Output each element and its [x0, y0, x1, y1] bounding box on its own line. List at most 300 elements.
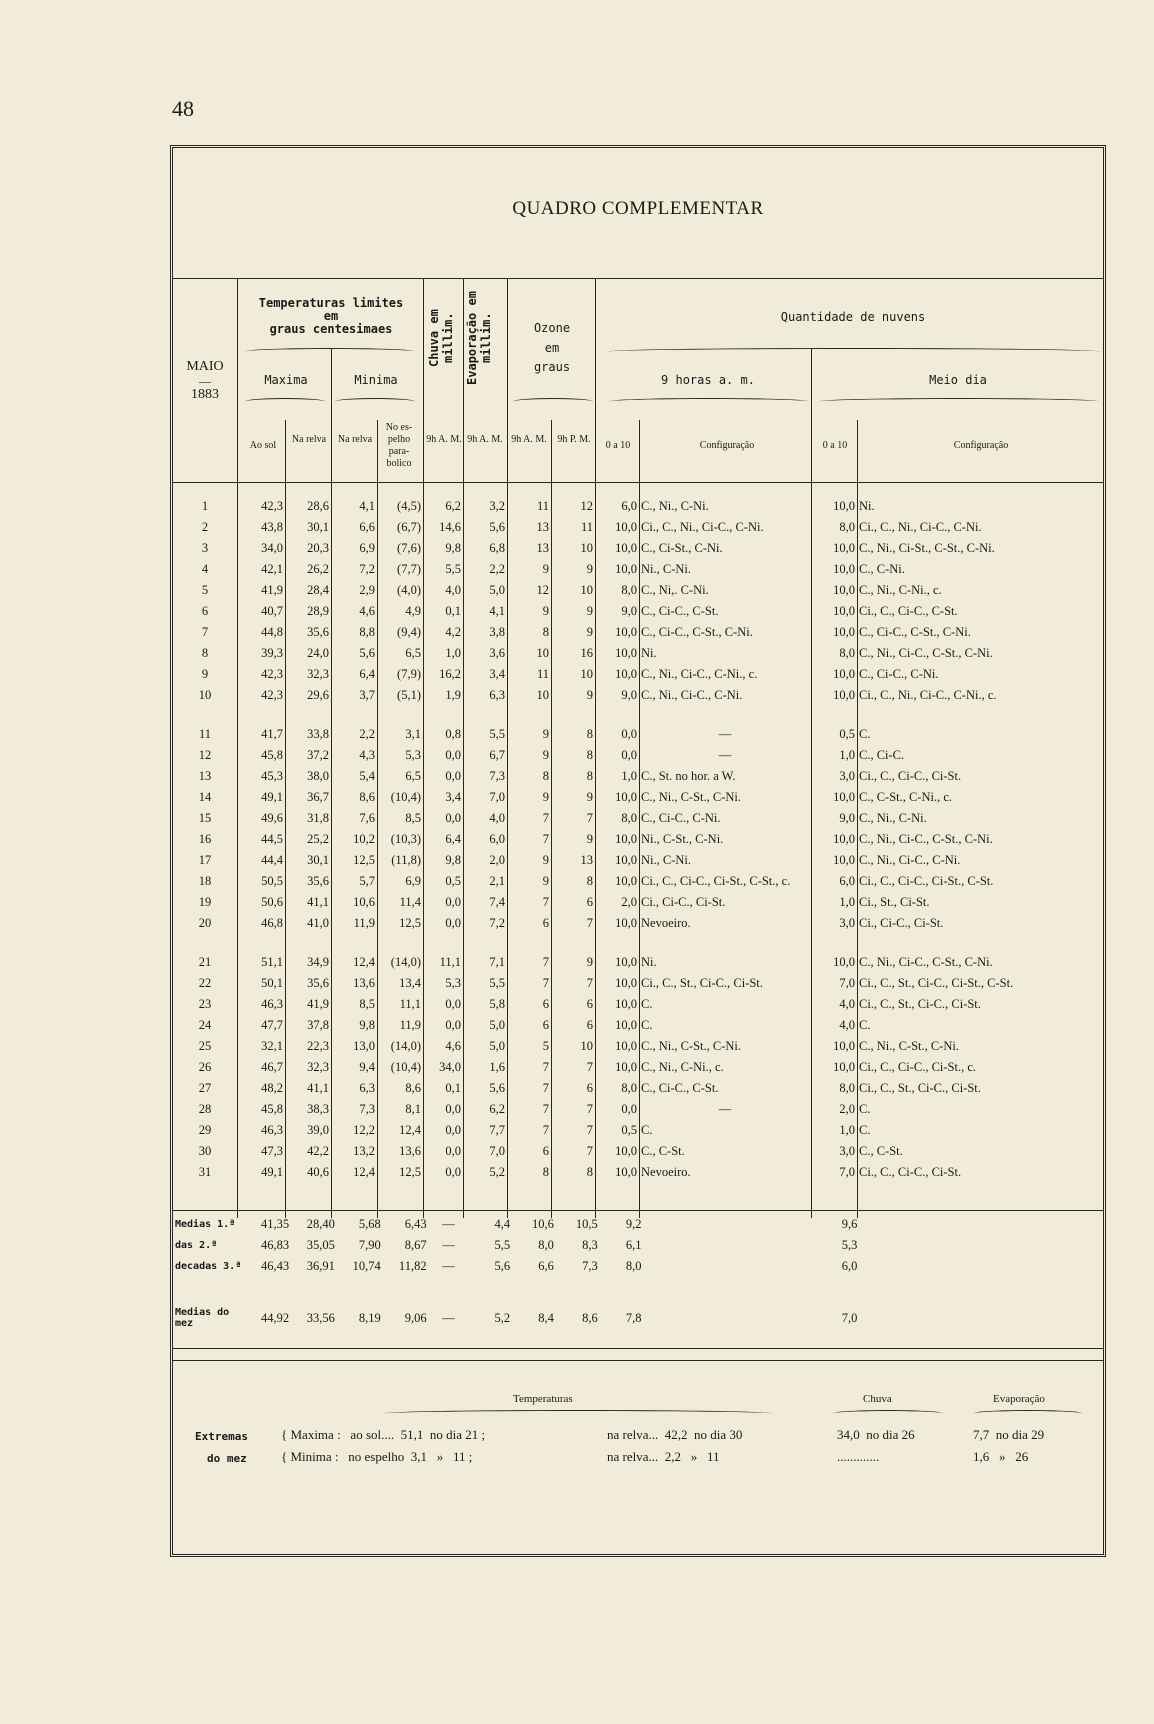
table-cell: 12 [580, 499, 593, 513]
table-cell: 21 [198, 955, 212, 969]
table-cell: 6,8 [489, 541, 505, 555]
table-cell: C., C-St. [641, 1144, 685, 1158]
table-cell: 9,8 [359, 1018, 375, 1032]
table-cell: 10,0 [833, 541, 855, 555]
table-cell: 4,3 [359, 748, 375, 762]
table-cell: 0,0 [445, 997, 461, 1011]
table-cell: — [442, 1259, 455, 1273]
table-cell: 10,0 [833, 604, 855, 618]
medias-mez-label: Medias do mez [175, 1307, 230, 1329]
table-row [173, 517, 1103, 538]
table-cell: 50,1 [261, 976, 283, 990]
table-cell: 7,6 [359, 811, 375, 825]
table-cell: 9 [542, 727, 549, 741]
table-cell: C., Ci-C. [859, 748, 905, 762]
table-cell: 9,0 [839, 811, 855, 825]
table-row [173, 724, 1103, 745]
table-cell: 6,2 [445, 499, 461, 513]
table-cell: 8,0 [839, 520, 855, 534]
table-cell: 44,5 [261, 832, 283, 846]
table-cell: 10,0 [615, 1165, 637, 1179]
table-cell: 45,3 [261, 769, 283, 783]
table-cell: 7,3 [582, 1259, 598, 1273]
table-cell: 9 [542, 748, 549, 762]
blank-cell [643, 1214, 813, 1235]
table-cell: 0,1 [445, 604, 461, 618]
table-cell: 7,2 [489, 916, 505, 930]
table-cell: 8 [586, 727, 593, 741]
table-cell: C., Ni., C-St., C-Ni. [859, 1039, 960, 1053]
sub-9h-evap: 9h A. M. [467, 434, 503, 445]
table-cell: C., Ni., C-Ni. [859, 811, 927, 825]
table-cell: 9,0 [621, 604, 637, 618]
table-cell: 6,3 [489, 688, 505, 702]
table-cell: 10,0 [833, 667, 855, 681]
table-cell: 9 [586, 790, 593, 804]
table-row [173, 850, 1103, 871]
table-cell: 0,0 [445, 769, 461, 783]
table-cell: 4,1 [359, 499, 375, 513]
table-cell: 4 [201, 562, 209, 576]
table-cell: 5,5 [489, 727, 505, 741]
table-cell: 25,2 [307, 832, 329, 846]
table-cell: 9 [586, 832, 593, 846]
table-cell: 10,74 [352, 1259, 381, 1273]
table-cell: Ci., C., Ni., Ci-C., C-Ni. [641, 520, 764, 534]
medias-mez-row [173, 1307, 1103, 1329]
table-cell: 10,0 [615, 997, 637, 1011]
table-cell: 8,0 [625, 1259, 642, 1273]
table-cell: 30 [198, 1144, 212, 1158]
medias-decada-row [173, 1235, 1103, 1256]
table-cell: 4,6 [359, 604, 375, 618]
medias-bottom-rule [173, 1348, 1103, 1349]
table-cell: 14 [198, 790, 212, 804]
table-cell: 49,6 [261, 811, 283, 825]
table-cell: 8,0 [621, 1081, 637, 1095]
temp-brace [245, 348, 415, 355]
table-cell: 31 [198, 1165, 212, 1179]
table-cell: 44,8 [261, 625, 283, 639]
table-cell: 2,0 [621, 895, 637, 909]
blank-cell [643, 1235, 813, 1256]
table-cell: 45,8 [261, 748, 283, 762]
table-row [173, 1162, 1103, 1183]
table-cell: 6,7 [489, 748, 505, 762]
table-cell: 10 [580, 667, 593, 681]
table-cell: C., Ni., Ci-C., C-Ni. [641, 688, 743, 702]
table-cell: 5,5 [445, 562, 461, 576]
table-cell: 7,90 [358, 1238, 381, 1252]
table-cell: 5 [201, 583, 209, 597]
table-cell: Ci., C., Ci-C., Ci-St., C-St. [859, 874, 994, 888]
page-title: QUADRO COMPLEMENTAR [512, 198, 764, 219]
footer-evaporacao: Evaporação [993, 1393, 1045, 1405]
table-cell: 12 [198, 748, 212, 762]
table-cell: 22,3 [307, 1039, 329, 1053]
table-row [173, 871, 1103, 892]
table-cell: 5,3 [841, 1238, 858, 1252]
table-cell: 1,0 [839, 895, 855, 909]
table-cell: 13,0 [353, 1039, 375, 1053]
table-cell: 10 [536, 688, 549, 702]
month-label: MAIO [186, 359, 224, 374]
table-cell: 30,1 [307, 520, 329, 534]
extremas-maxima: { Maxima : ao sol.... 51,1 no dia 21 ; [281, 1427, 486, 1442]
table-cell: 12,4 [399, 1123, 421, 1137]
table-cell: 41,1 [307, 1081, 329, 1095]
table-cell: 13 [536, 541, 549, 555]
table-cell: Ci., C., Ni., Ci-C., C-Ni. [859, 520, 982, 534]
table-cell: 1,6 [489, 1060, 505, 1074]
table-cell: Ci., C., Ci-C., Ci-St. [859, 769, 962, 783]
table-cell: — [718, 1102, 732, 1116]
table-cell: 35,6 [307, 874, 329, 888]
nove-horas-brace [609, 398, 809, 405]
table-cell: 11 [580, 520, 593, 534]
table-cell: 12,4 [353, 1165, 375, 1179]
medias-label-cell: decadas 3.ª [175, 1261, 242, 1272]
table-cell: 11 [536, 499, 549, 513]
table-cell: (14,0) [390, 955, 421, 969]
table-cell: 9,4 [359, 1060, 375, 1074]
chuva-brace [833, 1410, 943, 1417]
table-cell: Nevoeiro. [641, 1165, 691, 1179]
table-cell: 8 [542, 1165, 549, 1179]
table-cell: 32,3 [307, 667, 329, 681]
table-cell: 9 [586, 562, 593, 576]
table-cell: (6,7) [397, 520, 421, 534]
table-cell: 44,92 [260, 1310, 290, 1325]
table-cell: Ni. [859, 499, 875, 513]
table-cell: 6 [201, 604, 209, 618]
table-cell: 7 [586, 916, 593, 930]
table-cell: Ci., C., St., Ci-C., Ci-St., C-St. [859, 976, 1014, 990]
table-cell: Ci., C., St., Ci-C., Ci-St. [859, 997, 981, 1011]
table-cell: 6 [542, 916, 549, 930]
table-row [173, 580, 1103, 601]
table-cell: C., Ni., C-St., C-Ni. [641, 790, 742, 804]
table-cell: 1,9 [445, 688, 461, 702]
blank-cell [859, 1256, 1103, 1277]
table-cell: 10,0 [615, 667, 637, 681]
table-row [173, 1057, 1103, 1078]
table-cell: 46,83 [260, 1238, 290, 1252]
table-cell: 7,3 [359, 1102, 375, 1116]
medias-table [173, 1214, 1103, 1329]
nuvens-brace [609, 348, 1099, 355]
table-cell: 11,82 [398, 1259, 427, 1273]
table-cell: 9,0 [621, 688, 637, 702]
table-cell: 5,6 [489, 1081, 505, 1095]
table-cell: 5,6 [494, 1259, 511, 1273]
table-cell: 7,0 [489, 1144, 505, 1158]
table-cell: 26,2 [307, 562, 329, 576]
temperaturas-brace [383, 1410, 773, 1417]
table-cell: 13,6 [399, 1144, 421, 1158]
table-cell: 6 [586, 1018, 593, 1032]
table-cell: 2,0 [489, 853, 505, 867]
table-cell: 8,6 [405, 1081, 421, 1095]
blank-cell [859, 1307, 1103, 1329]
table-row [173, 1015, 1103, 1036]
table-cell: — [718, 727, 732, 741]
table-cell: — [442, 1217, 455, 1231]
table-cell: Ci., Ci-C., Ci-St. [641, 895, 726, 909]
table-row [173, 1120, 1103, 1141]
table-cell: 8,5 [405, 811, 421, 825]
table-cell: (14,0) [390, 1039, 421, 1053]
table-cell: 8 [542, 769, 549, 783]
table-cell: 10,0 [833, 832, 855, 846]
table-cell: C., Ni., Ci-C., C-Ni. [859, 853, 961, 867]
medias-decada-row [173, 1214, 1103, 1235]
table-cell: 35,6 [307, 976, 329, 990]
table-cell: 7,2 [359, 562, 375, 576]
extremas-minima-chuva: ............. [837, 1449, 880, 1464]
blank-cell [643, 1256, 813, 1277]
table-cell: 3,2 [489, 499, 505, 513]
table-cell: 50,5 [261, 874, 283, 888]
table-cell: 6,4 [359, 667, 375, 681]
minima-header: Minima [354, 373, 398, 387]
table-row [173, 643, 1103, 664]
table-cell: C. [859, 727, 871, 741]
table-cell: 9 [542, 790, 549, 804]
table-row [173, 538, 1103, 559]
table-cell: 28,6 [307, 499, 329, 513]
table-cell: 0,0 [445, 1144, 461, 1158]
table-row [173, 766, 1103, 787]
table-cell: 14,6 [439, 520, 461, 534]
table-cell: 3,1 [405, 727, 421, 741]
table-cell: 1,0 [621, 769, 637, 783]
table-cell: (7,6) [397, 541, 421, 555]
table-cell: 10,0 [615, 1039, 637, 1053]
table-cell: C., Ni., Ci-C., C-St., C-Ni. [859, 832, 993, 846]
table-row [173, 601, 1103, 622]
table-cell: 3,8 [489, 625, 505, 639]
table-cell: C., Ci-C., C-Ni. [859, 667, 939, 681]
table-cell: 6,9 [405, 874, 421, 888]
table-cell: 4,0 [489, 811, 505, 825]
table-cell: 10 [580, 1039, 593, 1053]
table-cell: 41,0 [307, 916, 329, 930]
table-cell: 9 [586, 604, 593, 618]
table-cell: 10 [580, 541, 593, 555]
month-dash: — [199, 374, 211, 388]
table-cell: 1 [201, 499, 209, 513]
table-cell: 8,67 [404, 1238, 427, 1252]
table-cell: (10,3) [390, 832, 421, 846]
table-cell: — [442, 1238, 455, 1252]
table-cell: 2,2 [489, 562, 505, 576]
daily-data-table [173, 496, 1103, 1183]
table-row [173, 496, 1103, 517]
table-cell: 7 [586, 976, 593, 990]
blank-cell [643, 1307, 813, 1329]
table-cell: 42,1 [261, 562, 283, 576]
table-frame [170, 145, 1106, 1557]
table-cell: 11,1 [439, 955, 461, 969]
table-cell: 9 [542, 562, 549, 576]
table-cell: 29 [198, 1123, 212, 1137]
extremas-label-1: Extremas [195, 1430, 248, 1443]
table-row [173, 1141, 1103, 1162]
table-cell: 9,06 [404, 1310, 427, 1325]
table-row [173, 1099, 1103, 1120]
table-cell: C., Ci-C., C-St. [641, 604, 719, 618]
table-cell: 13 [198, 769, 212, 783]
table-cell: 16 [580, 646, 593, 660]
table-cell: 3,0 [839, 916, 855, 930]
table-cell: C. [859, 1102, 871, 1116]
table-cell: 8,3 [582, 1238, 598, 1252]
table-cell: C. [641, 1018, 653, 1032]
temp-group-line3: graus centesimaes [269, 322, 393, 336]
table-cell: 28,9 [307, 604, 329, 618]
table-cell: 2,9 [359, 583, 375, 597]
table-cell: 8,6 [582, 1310, 598, 1325]
table-cell: 19 [198, 895, 212, 909]
table-cell: 10,0 [615, 790, 637, 804]
table-cell: 41,9 [261, 583, 283, 597]
table-cell: 5,5 [494, 1238, 511, 1252]
table-cell: 41,7 [261, 727, 283, 741]
table-cell: 16 [198, 832, 212, 846]
footer-temperaturas: Temperaturas [513, 1393, 573, 1405]
table-cell: 10,0 [833, 688, 855, 702]
table-row [173, 1036, 1103, 1057]
table-cell: 7 [542, 955, 549, 969]
table-cell: 40,6 [307, 1165, 329, 1179]
table-cell: 10,0 [615, 976, 637, 990]
table-cell: 7 [586, 1060, 593, 1074]
table-cell: Ci., C., Ci-C., Ci-St., c. [859, 1060, 977, 1074]
table-cell: 5,0 [489, 583, 505, 597]
table-cell: 20,3 [307, 541, 329, 555]
table-cell: 49,1 [261, 790, 283, 804]
table-cell: 8,8 [359, 625, 375, 639]
table-cell: 9 [542, 853, 549, 867]
table-row [173, 994, 1103, 1015]
table-cell: 42,3 [261, 499, 283, 513]
medias-top-rule [173, 1210, 1103, 1211]
table-cell: 5,5 [489, 976, 505, 990]
table-cell: 7 [542, 811, 549, 825]
table-cell: C. [641, 1123, 653, 1137]
table-cell: 12,4 [353, 955, 375, 969]
table-cell: 4,2 [445, 625, 461, 639]
table-cell: 1,0 [445, 646, 461, 660]
table-cell: 10,0 [615, 562, 637, 576]
table-cell: 4,0 [839, 1018, 855, 1032]
table-row [173, 664, 1103, 685]
table-cell: 24,0 [307, 646, 329, 660]
table-cell: 7 [586, 811, 593, 825]
table-cell: C., Ni., C-Ni., c. [641, 1060, 724, 1074]
table-row [173, 622, 1103, 643]
table-cell: Ni., C-Ni. [641, 562, 691, 576]
table-cell: 42,3 [261, 667, 283, 681]
footer-top-rule [173, 1360, 1103, 1361]
table-cell: 0,0 [621, 748, 637, 762]
table-cell: C., C-St. [859, 1144, 903, 1158]
table-cell: 2,1 [489, 874, 505, 888]
table-row [173, 559, 1103, 580]
table-cell: 7,0 [841, 1310, 858, 1325]
table-cell: 7,3 [489, 769, 505, 783]
page-number: 48 [172, 96, 194, 121]
table-cell: 12,2 [353, 1123, 375, 1137]
table-cell: 47,3 [261, 1144, 283, 1158]
table-cell: 6,0 [839, 874, 855, 888]
table-cell: 10,0 [615, 874, 637, 888]
table-cell: 8,0 [621, 583, 637, 597]
table-cell: C., Ci-C., C-St., C-Ni. [859, 625, 971, 639]
table-cell: 8 [542, 625, 549, 639]
table-cell: 0,0 [445, 1165, 461, 1179]
table-cell: Ni., C-St., C-Ni. [641, 832, 724, 846]
table-cell: 10,0 [615, 1144, 637, 1158]
table-cell: 22 [198, 976, 212, 990]
table-cell: 0,0 [621, 1102, 637, 1116]
table-cell: 11 [536, 667, 549, 681]
table-cell: 33,56 [306, 1310, 335, 1325]
table-cell: 10,0 [833, 562, 855, 576]
header-bottom-rule [173, 482, 1103, 483]
table-cell: 36,7 [307, 790, 329, 804]
extremas-label-2: do mez [207, 1452, 247, 1465]
table-cell: 10,6 [353, 895, 375, 909]
table-cell: 38,0 [307, 769, 329, 783]
table-row [173, 808, 1103, 829]
table-cell: 25 [198, 1039, 212, 1053]
table-cell: 5,0 [489, 1039, 505, 1053]
table-cell: 10 [198, 688, 212, 702]
table-cell: 34,9 [307, 955, 329, 969]
table-cell: 4,1 [489, 604, 505, 618]
table-cell: 9,8 [445, 541, 461, 555]
table-cell: 10,0 [615, 955, 637, 969]
decade-gap [173, 934, 1103, 952]
table-cell: 10,0 [833, 625, 855, 639]
table-cell: 11,1 [399, 997, 421, 1011]
table-cell: 37,2 [307, 748, 329, 762]
table-cell: C., C-Ni. [859, 562, 905, 576]
table-cell: 4,4 [494, 1217, 511, 1231]
table-cell: 3,4 [445, 790, 461, 804]
table-cell: 6 [542, 1018, 549, 1032]
table-cell: 9 [201, 667, 209, 681]
table-cell: 5,2 [489, 1165, 505, 1179]
table-cell: 0,0 [621, 727, 637, 741]
table-cell: 8 [201, 646, 209, 660]
table-cell: 46,7 [261, 1060, 283, 1074]
table-cell: 10,0 [833, 583, 855, 597]
table-cell: 12,5 [353, 853, 375, 867]
medias-label-cell: Medias 1.ª [175, 1219, 236, 1230]
ozone-line3: graus [533, 360, 571, 374]
table-cell: 12,5 [399, 1165, 421, 1179]
table-cell: 43,8 [261, 520, 283, 534]
meio-dia-brace [819, 398, 1099, 405]
table-cell: 6,5 [405, 646, 421, 660]
table-cell: 46,3 [261, 997, 283, 1011]
maxima-header: Maxima [264, 373, 308, 387]
extremas-minima-evap: 1,6 » 26 [973, 1449, 1029, 1464]
table-cell: 47,7 [261, 1018, 283, 1032]
